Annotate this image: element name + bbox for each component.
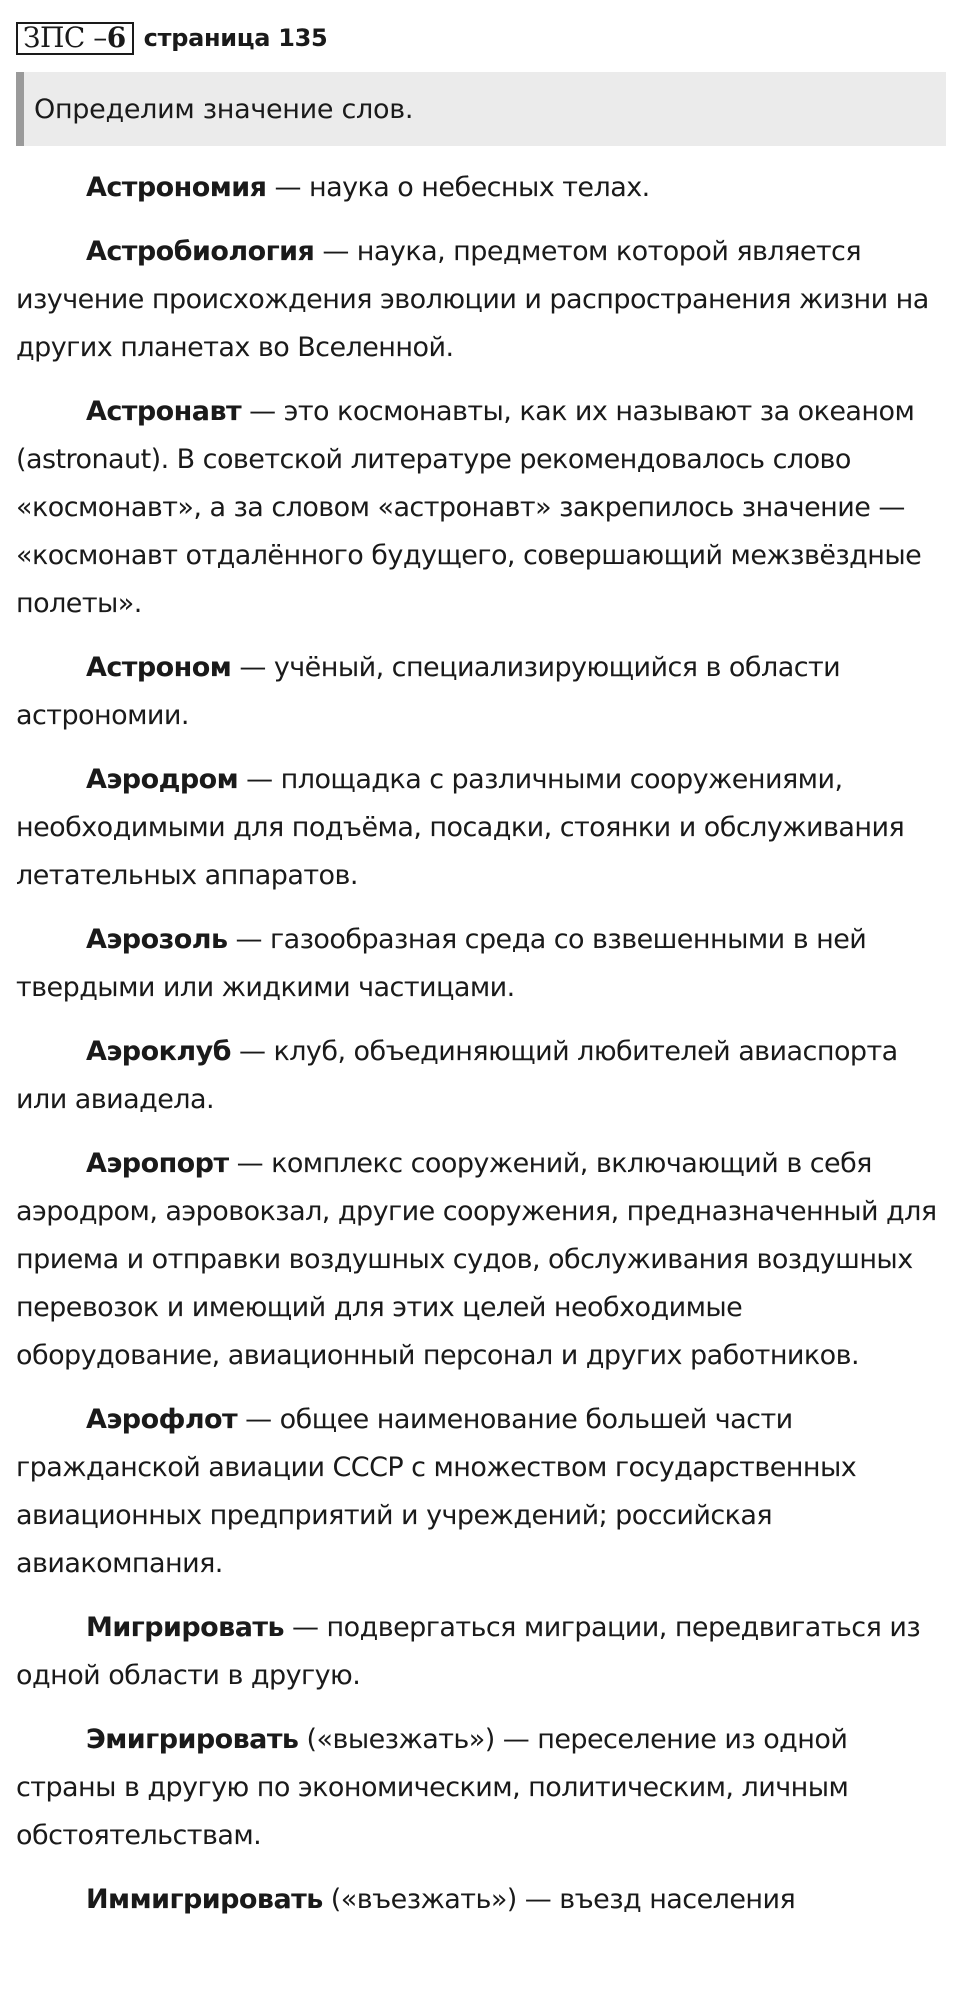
task-banner [16,72,946,146]
definition-item [16,1716,946,1860]
definition-item [16,1396,946,1588]
definition-item [16,1140,946,1380]
exercise-code-prefix: ЗПС – [23,21,107,54]
definition-item [16,916,946,1012]
definition-text: — газообразная среда со взвешенными в ней твердыми или жидкими частицами. [16,924,867,1003]
definition-term: Эмигрировать [86,1724,299,1755]
definition-text: — наука о небесных телах. [266,172,650,203]
definition-term: Аэрофлот [86,1404,238,1435]
definition-term: Астроном [86,652,232,683]
task-text: Определим значение слов. [34,93,414,125]
document-page [16,18,946,1940]
definition-item [16,1604,946,1700]
definition-term: Астронавт [86,396,242,427]
definition-term: Астрономия [86,172,267,203]
definition-item [16,644,946,740]
page-number-label: страница 135 [143,24,328,52]
definition-item [16,756,946,900]
definition-term: Аэрозоль [86,924,228,955]
definition-item [16,388,946,628]
definition-term: Аэродром [86,764,239,795]
definition-item [16,228,946,372]
definition-term: Астробиология [86,236,315,267]
definition-text: — площадка с различными сооружениями, необходимыми для подъёма, посадки, стоянки и обслуживания летательных аппаратов. [16,764,905,891]
definition-text: — общее наименование большей части гражданской авиации СССР с множеством государственных авиационных предприятий и учреждений; российская авиакомпания. [16,1404,857,1579]
definition-text: («въезжать») — въезд населения [322,1884,796,1915]
exercise-code-number: 6 [106,21,126,54]
definition-term: Иммигрировать [86,1884,323,1915]
definition-item [16,1028,946,1124]
definition-item [16,164,946,212]
definition-text: — клуб, объединяющий любителей авиаспорта или авиадела. [16,1036,898,1115]
definition-text: — комплекс сооружений, включающий в себя аэродром, аэровокзал, другие сооружения, предназначенный для приема и отправки воздушных судов, обслуживания воздушных перевозок и имеющий для этих целей необходимые оборудование, авиационный персонал и других работников. [16,1148,937,1371]
definition-term: Мигрировать [86,1612,284,1643]
exercise-code-box [16,22,134,55]
page-header [16,18,946,58]
definition-term: Аэропорт [86,1148,229,1179]
definition-term: Аэроклуб [86,1036,231,1067]
definition-text: — это космонавты, как их называют за океаном (astronaut). В советской литературе рекомендовалось слово «космонавт», а за словом «астронавт» закрепилось значение — «космонавт отдалённого будущего, совершающий межзвёздные полеты». [16,396,922,619]
definition-text: («выезжать») — переселение из одной страны в другую по экономическим, политическим, личным обстоятельствам. [16,1724,849,1851]
definition-text: — подвергаться миграции, передвигаться из одной области в другую. [16,1612,921,1691]
definition-text: — наука, предметом которой является изучение происхождения эволюции и распространения жизни на других планетах во Вселенной. [16,236,929,363]
definitions-list [16,164,946,1924]
definition-item [16,1876,946,1924]
definition-text: — учёный, специализирующийся в области астрономии. [16,652,841,731]
